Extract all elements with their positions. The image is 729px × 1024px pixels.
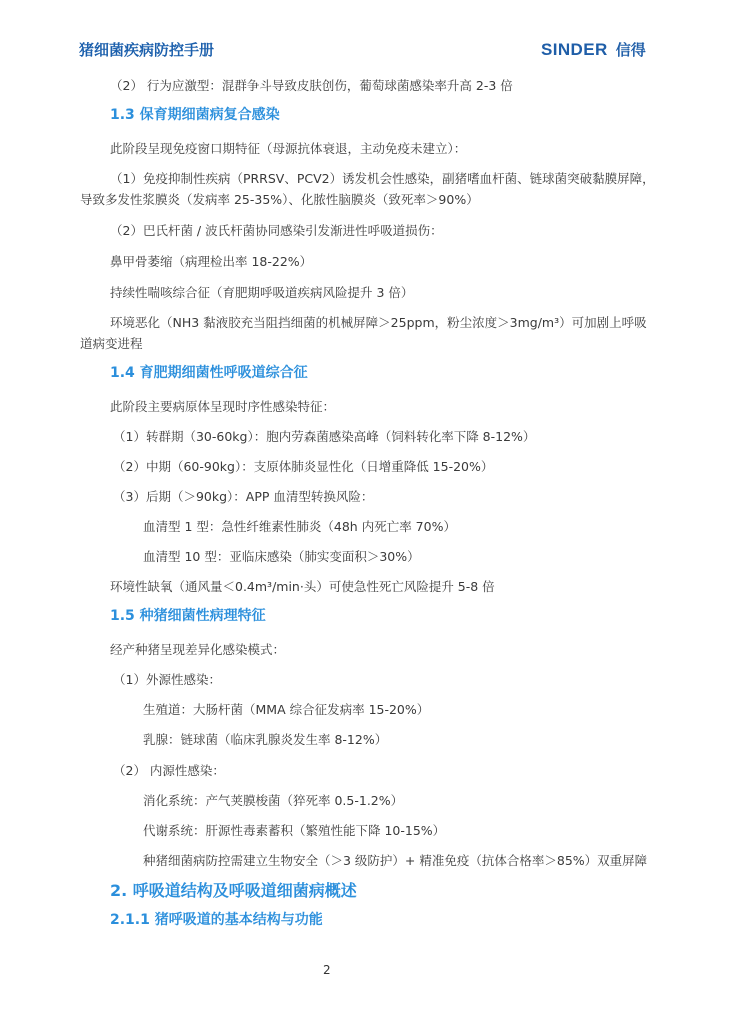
heading-2-1-1: 2.1.1 猪呼吸道的基本结构与功能 — [110, 912, 323, 928]
list-item: 持续性喘咳综合征（育肥期呼吸道疾病风险提升 3 倍） — [110, 285, 414, 300]
paragraph-behavior-stress: （2） 行为应激型：混群争斗导致皮肤创伤，葡萄球菌感染率升高 2-3 倍 — [110, 78, 513, 93]
logo-wordmark: SINDER — [541, 40, 608, 59]
list-item: 消化系统：产气荚膜梭菌（猝死率 0.5-1.2%） — [143, 793, 404, 808]
list-item: 种猪细菌病防控需建立生物安全（＞3 级防护）+ 精准免疫（抗体合格率＞85%）双重屏障 — [143, 853, 648, 868]
list-item: 乳腺：链球菌（临床乳腺炎发生率 8-12%） — [143, 732, 388, 747]
paragraph-1-3-intro: 此阶段呈现免疫窗口期特征（母源抗体衰退，主动免疫未建立）： — [110, 141, 467, 156]
list-item-serotype: 血清型 1 型：急性纤维素性肺炎（48h 内死亡率 70%） — [143, 519, 456, 534]
page-header — [0, 0, 729, 70]
list-item-stage: （3）后期（＞90kg）：APP 血清型转换风险： — [113, 489, 374, 504]
heading-2: 2. 呼吸道结构及呼吸道细菌病概述 — [110, 881, 357, 900]
list-item: 鼻甲骨萎缩（病理检出率 18-22%） — [110, 254, 313, 269]
paragraph-1-3-environment-line2: 道病变进程 — [80, 336, 143, 351]
logo-chinese-name: 信得 — [615, 41, 646, 59]
brand-logo — [541, 39, 646, 61]
paragraph-1-4-intro: 此阶段主要病原体呈现时序性感染特征： — [110, 399, 336, 414]
list-item-serotype: 血清型 10 型：亚临床感染（肺实变面积＞30%） — [143, 549, 420, 564]
paragraph-1-3-environment-line1: 环境恶化（NH3 黏液胶充当阻挡细菌的机械屏障＞25ppm，粉尘浓度＞3mg/m³）可加剧上呼吸 — [110, 315, 647, 330]
paragraph-1-3-item1-line1: （1）免疫抑制性疾病（PRRSV、PCV2）诱发机会性感染，副猪嗜血杆菌、链球菌突破黏膜屏障， — [110, 171, 655, 186]
list-label-endogenous: （2） 内源性感染： — [113, 763, 225, 778]
list-item: 代谢系统：肝源性毒素蓄积（繁殖性能下降 10-15%） — [143, 823, 446, 838]
paragraph-1-4-environment: 环境性缺氧（通风量＜0.4m³/min·头）可使急性死亡风险提升 5-8 倍 — [110, 579, 495, 594]
paragraph-1-3-item2: （2）巴氏杆菌 / 波氏杆菌协同感染引发渐进性呼吸道损伤： — [110, 223, 443, 238]
heading-1-3: 1.3 保育期细菌病复合感染 — [110, 107, 280, 123]
header-title: 猪细菌疾病防控手册 — [79, 41, 215, 59]
list-item: 生殖道：大肠杆菌（MMA 综合征发病率 15-20%） — [143, 702, 430, 717]
list-item-stage: （2）中期（60-90kg）：支原体肺炎显性化（日增重降低 15-20%） — [113, 459, 494, 474]
heading-1-4: 1.4 育肥期细菌性呼吸道综合征 — [110, 365, 308, 381]
paragraph-1-5-intro: 经产种猪呈现差异化感染模式： — [110, 642, 286, 657]
document-body — [80, 75, 700, 943]
list-item-stage: （1）转群期（30-60kg）：胞内劳森菌感染高峰（饲料转化率下降 8-12%） — [113, 429, 536, 444]
list-label-exogenous: （1）外源性感染： — [113, 672, 221, 687]
heading-1-5: 1.5 种猪细菌性病理特征 — [110, 608, 266, 624]
paragraph-1-3-item1-line2: 导致多发性浆膜炎（发病率 25-35%）、化脓性脑膜炎（致死率＞90%） — [80, 192, 479, 207]
page-number: 2 — [323, 963, 331, 977]
